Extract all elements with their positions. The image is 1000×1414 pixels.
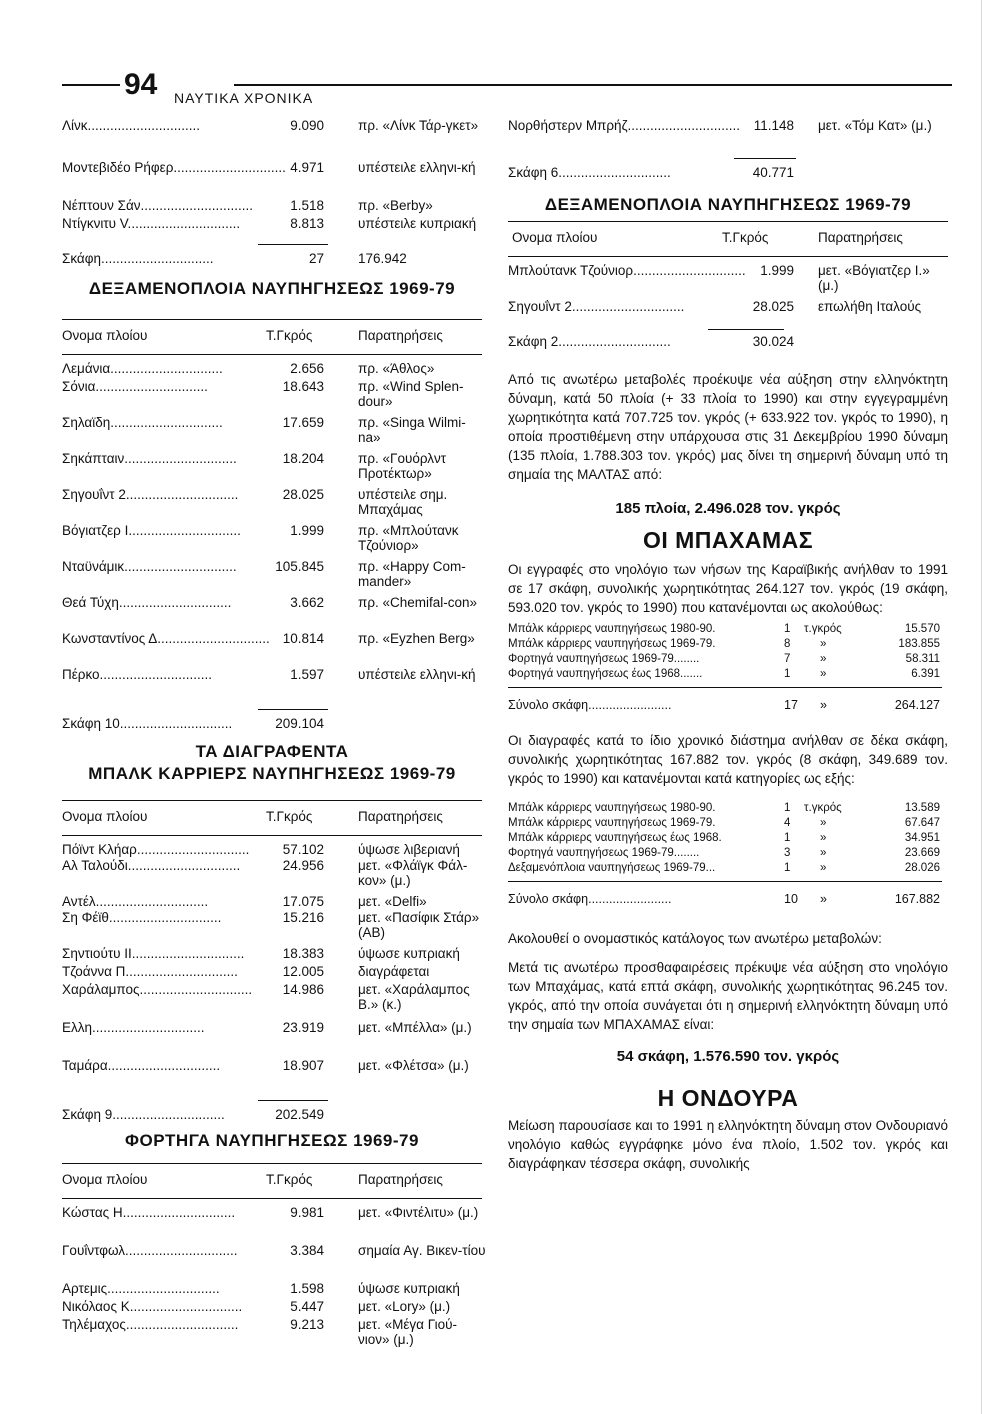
summary-label: Μπάλκ κάρριερς ναυπηγήσεως 1980-90.	[508, 802, 716, 814]
subtotal-row	[62, 251, 482, 273]
summary-count: 1	[784, 832, 791, 844]
summary-row	[508, 668, 948, 683]
vessel-name: Ελλη..............................	[62, 1020, 205, 1035]
subtotal-rule	[508, 687, 948, 688]
vessel-name: Τηλέμαχος..............................	[62, 1317, 239, 1332]
table-row	[508, 263, 948, 299]
spacer	[62, 299, 482, 319]
summary-label: Δεξαμενόπλοια ναυπηγήσεως 1969-79...	[508, 862, 716, 874]
subtotal-row	[62, 716, 482, 738]
remarks: ύψωσε κυπριακή	[358, 946, 460, 961]
remarks: μετ. «Τόμ Κατ» (μ.)	[818, 118, 932, 133]
table-row	[508, 299, 948, 329]
gross-tonnage: 28.025	[282, 487, 324, 502]
gross-tonnage: 1.999	[290, 523, 324, 538]
gross-tonnage: 28.025	[752, 299, 794, 314]
paragraph: Μείωση παρουσίασε και το 1991 η ελληνόκτητη δύναμη στον Ονδουριανό νηολόγιο καθώς εγγράφηκε μόνο ένα πλοίο, 1.502 τον. γκρός και διαγράφηκαν τέσσερα σκάφη, συνολικής	[508, 1118, 948, 1171]
summary-value: 34.951	[904, 832, 940, 844]
remarks: πρ. «Γουόρλντ Προτέκτωρ»	[358, 451, 447, 481]
gross-tonnage: 18.907	[282, 1058, 324, 1073]
remarks: πρ. «Wind Splen-dour»	[358, 379, 464, 409]
summary-unit: »	[820, 638, 827, 650]
left-column	[62, 118, 486, 1353]
table-row	[62, 415, 482, 451]
table-row	[62, 910, 482, 946]
subtotal-rule	[508, 881, 948, 882]
subtotal-total: 40.771	[752, 165, 794, 180]
header-vessel-name: Ονομα πλοίου	[512, 230, 598, 245]
summary-value: 183.855	[898, 638, 940, 650]
section-heading: ΟΙ ΜΠΑΧΑΜΑΣ	[642, 527, 814, 553]
gross-tonnage: 18.383	[282, 946, 324, 961]
summary-label: Μπάλκ κάρριερς ναυπηγήσεως 1969-79.	[508, 817, 716, 829]
subtotal-row	[508, 165, 948, 187]
summary-value: 13.589	[904, 802, 940, 814]
table-row	[62, 1243, 486, 1281]
spacer	[62, 784, 482, 800]
summary-table	[508, 802, 948, 877]
subtotal-label: Σκάφη 9..............................	[62, 1107, 225, 1122]
summary-unit: »	[820, 832, 827, 844]
table-row	[508, 118, 948, 154]
table-row	[62, 1281, 482, 1299]
summary-count: 1	[784, 802, 791, 814]
summary-unit: »	[820, 653, 827, 665]
paragraph: Από τις ανωτέρω μεταβολές προέκυψε νέα αύξηση στην ελληνόκτητη δύναμη, κατά 50 πλοία (+ 33 πλοία το 1990) και στην εγγεγραμμένη χωρητικότητα κατά 707.725 τον. γκρός (+ 633.922 τον. γκρός το 1990), η οποία προστιθέμενη στην υπάρχουσα στις 31 Δεκεμβρίου 1990 δύναμη (135 πλοία, 1.788.303 τον. γκρός) μας δίνει τη σημερινή δύναμη υπό τη σημαία της ΜΑΛΤΑΣ από:	[508, 372, 948, 482]
gross-tonnage: 9.090	[290, 118, 324, 133]
remarks: υπέστειλε ελληνι-κή	[358, 160, 476, 175]
gross-tonnage: 10.814	[282, 631, 324, 646]
summary-value: 23.669	[904, 847, 940, 859]
summary-label: Μπάλκ κάρριερς ναυπηγήσεως έως 1968.	[508, 832, 722, 844]
vessel-name: Κώστας Η..............................	[62, 1205, 236, 1220]
table-header	[62, 319, 482, 355]
summary-value: 6.391	[911, 668, 940, 680]
gross-tonnage: 12.005	[282, 964, 324, 979]
gross-tonnage: 18.643	[282, 379, 324, 394]
vessel-name: Σηντιούτυ ΙΙ..............................	[62, 946, 245, 961]
gross-tonnage: 3.384	[290, 1243, 324, 1258]
gross-tonnage: 5.447	[290, 1299, 324, 1314]
paragraph: Ακολουθεί ο ονομαστικός κατάλογος των ανωτέρω μεταβολών:	[508, 931, 882, 946]
table-header	[508, 221, 948, 257]
summary-value: 58.311	[905, 653, 940, 665]
header-remarks: Παρατηρήσεις	[358, 809, 443, 824]
summary-count: 8	[784, 638, 791, 650]
remarks: υπέστειλε κυπριακή	[358, 216, 477, 231]
summary-value: 67.647	[904, 817, 940, 829]
summary-count: 4	[784, 817, 791, 829]
remarks: μετ. «Χαράλαμπος Β.» (κ.)	[358, 982, 470, 1012]
summary-unit: »	[820, 847, 827, 859]
table-row	[62, 946, 482, 964]
summary-count: 1	[784, 623, 791, 635]
table-row	[62, 1205, 482, 1243]
header-vessel-name: Ονομα πλοίου	[62, 1172, 148, 1187]
vessel-name: Ση Φέϊθ..............................	[62, 910, 222, 925]
subtotal-total: 176.942	[358, 251, 407, 266]
table-header	[62, 800, 482, 836]
spacer	[508, 484, 948, 500]
remarks: πρ. «Μπλούτανκ Τζούνιορ»	[358, 523, 459, 553]
vessel-name: Μπλούτανκ Τζούνιορ..............................	[508, 263, 746, 278]
table-row	[62, 894, 482, 910]
gross-tonnage: 105.845	[275, 559, 324, 574]
gross-tonnage: 1.999	[760, 263, 794, 278]
table-row	[62, 842, 482, 858]
summary-label: Μπάλκ κάρριερς ναυπηγήσεως 1980-90.	[508, 623, 716, 635]
header-gross-tonnage: Τ.Γκρός	[722, 230, 769, 245]
vessel-name: Τζοάννα Π..............................	[62, 964, 238, 979]
table-row	[62, 595, 482, 631]
gross-tonnage: 57.102	[282, 842, 324, 857]
spacer	[508, 1065, 948, 1085]
summary-count: 3	[784, 847, 791, 859]
gross-tonnage: 18.204	[282, 451, 324, 466]
spacer	[508, 517, 948, 527]
table-row	[62, 858, 482, 894]
spacer	[508, 1034, 948, 1048]
table-header	[62, 1163, 482, 1199]
summary-label: Φορτηγά ναυπηγήσεως 1969-79........	[508, 653, 700, 665]
subtotal-rule	[62, 244, 482, 245]
section-heading: Η ΟΝΔΟΥΡΑ	[657, 1085, 799, 1111]
table-row	[62, 379, 482, 415]
subtotal-row	[508, 334, 948, 356]
vessel-name: Ντίγκνιτυ V..............................	[62, 216, 241, 231]
summary-row	[508, 832, 948, 847]
vessel-name: Πόϊντ Κλήαρ..............................	[62, 842, 250, 857]
remarks: υπέστειλε σημ. Μπαχάμας	[358, 487, 448, 517]
spacer	[508, 713, 948, 731]
summary-total-row	[508, 698, 948, 713]
summary-label: Σύνολο σκάφη........................	[508, 698, 672, 712]
table-row	[62, 964, 482, 982]
vessel-name: Πέρκο..............................	[62, 667, 213, 682]
vessel-name: Βόγιατζερ Ι..............................	[62, 523, 241, 538]
subtotal-count: 27	[308, 251, 324, 266]
spacer	[508, 187, 948, 195]
vessel-name: Κωνσταντίνος Δ..............................	[62, 631, 270, 646]
gross-tonnage: 1.598	[290, 1281, 324, 1296]
summary-label: Σύνολο σκάφη........................	[508, 892, 672, 906]
paragraph: Μετά τις ανωτέρω προσθαφαιρέσεις πρέκυψε νέα αύξηση στο νηολόγιο των Μπαχάμας, κατά επτά σκάφη, συνολικής χωρητικότητας 96.245 τον. γκρός, από την οποία συνάγεται ότι η σημερινή ελληνόκτητη δύναμη υπό την σημαία των ΜΠΑΧΑΜΑΣ είναι:	[508, 960, 948, 1032]
gross-tonnage: 24.956	[282, 858, 324, 873]
spacer	[508, 788, 948, 802]
spacer	[508, 907, 948, 929]
vessel-name: Σόνια..............................	[62, 379, 208, 394]
summary-table	[508, 623, 948, 683]
summary-row	[508, 817, 948, 832]
gross-tonnage: 9.213	[290, 1317, 324, 1332]
running-title: ΝΑΥΤΙΚΑ ΧΡΟΝΙΚΑ	[174, 90, 314, 106]
spacer	[508, 356, 948, 370]
summary-value: 167.882	[894, 892, 940, 906]
subtotal-rule	[62, 709, 482, 710]
summary-count: 7	[784, 653, 791, 665]
table-row	[62, 1299, 482, 1317]
subtotal-total: 202.549	[275, 1107, 324, 1122]
gross-tonnage: 4.971	[290, 160, 324, 175]
gross-tonnage: 23.919	[282, 1020, 324, 1035]
summary-label: Φορτηγά ναυπηγήσεως 1969-79........	[508, 847, 700, 859]
paragraph: Οι διαγραφές κατά το ίδιο χρονικό διάστημα ανήλθαν σε δέκα σκάφη, συνολικής χωρητικότητας 167.882 τον. γκρός (8 σκάφη, 349.689 τον. γκρός το 1990) και κατανέμονται κατά κατηγορίες ως εξής:	[508, 733, 948, 786]
remarks: πρ. «Λίνκ Τάρ-γκετ»	[358, 118, 479, 133]
vessel-name: Σηγουΐντ 2..............................	[62, 487, 239, 502]
vessel-name: Σηλαϊδη..............................	[62, 415, 223, 430]
remarks: επωλήθη Ιταλούς	[818, 299, 922, 314]
remarks: διαγράφεται	[358, 964, 430, 979]
vessel-name: Νικόλαος Κ..............................	[62, 1299, 243, 1314]
gross-tonnage: 11.148	[753, 118, 794, 133]
vessel-name: Γουΐντφωλ..............................	[62, 1243, 238, 1258]
subtotal-label: Σκάφη 6..............................	[508, 165, 671, 180]
subtotal-label: Σκάφη 10..............................	[62, 716, 233, 731]
remarks: μετ. «Φλέτσα» (μ.)	[358, 1058, 469, 1073]
remarks: πρ. «Eyzhen Berg»	[358, 631, 475, 646]
subtotal-row	[62, 1107, 482, 1129]
vessel-name: Θεά Τύχη..............................	[62, 595, 232, 610]
gross-tonnage: 17.075	[282, 894, 324, 909]
remarks: μετ. «Φλάϊγκ Φάλ-κον» (μ.)	[358, 858, 468, 888]
gross-tonnage: 1.518	[290, 198, 324, 213]
gross-tonnage: 9.981	[290, 1205, 324, 1220]
header-vessel-name: Ονομα πλοίου	[62, 809, 148, 824]
remarks: υπέστειλε ελληνι-κή	[358, 667, 476, 682]
header-gross-tonnage: Τ.Γκρός	[266, 1172, 313, 1187]
section-title: ΔΕΞΑΜΕΝΟΠΛΟΙΑ ΝΑΥΠΗΓΗΣΕΩΣ 1969-79	[88, 279, 456, 298]
subtotal-total: 209.104	[275, 716, 324, 731]
vessel-name: Μοντεβιδέο Ρήφερ..............................	[62, 160, 286, 175]
vessel-name: Χαράλαμπος..............................	[62, 982, 253, 997]
summary-unit: »	[820, 862, 827, 874]
header-gross-tonnage: Τ.Γκρός	[266, 328, 313, 343]
header-vessel-name: Ονομα πλοίου	[62, 328, 148, 343]
header-rule-right	[234, 84, 952, 86]
table-row	[62, 216, 482, 242]
gross-tonnage: 14.986	[282, 982, 324, 997]
table-row	[62, 118, 482, 160]
subtotal-rule	[508, 158, 948, 159]
table-row	[62, 198, 482, 216]
summary-count: 10	[784, 892, 798, 906]
highlight-total: 185 πλοία, 2.496.028 τον. γκρός	[615, 500, 841, 517]
gross-tonnage: 8.813	[290, 216, 324, 231]
vessel-name: Νορθήστερν Μπρήζ..............................	[508, 118, 741, 133]
summary-total-row	[508, 892, 948, 907]
header-remarks: Παρατηρήσεις	[358, 1172, 443, 1187]
highlight-total: 54 σκάφη, 1.576.590 τον. γκρός	[616, 1048, 840, 1065]
summary-label: Φορτηγά ναυπηγήσεως έως 1968.......	[508, 668, 703, 680]
summary-row	[508, 847, 948, 862]
summary-unit: »	[820, 892, 827, 906]
summary-count: 1	[784, 862, 791, 874]
right-column	[508, 118, 948, 1173]
subtotal-rule	[508, 329, 948, 330]
summary-value: 28.026	[904, 862, 940, 874]
spacer	[508, 948, 948, 958]
section-title: ΦΟΡΤΗΓΑ ΝΑΥΠΗΓΗΣΕΩΣ 1969-79	[125, 1131, 419, 1150]
summary-unit: »	[820, 817, 827, 829]
subtotal-label: Σκάφη..............................	[62, 251, 214, 266]
summary-count: 1	[784, 668, 791, 680]
summary-unit: τ.γκρός	[804, 802, 842, 814]
gross-tonnage: 1.597	[290, 667, 324, 682]
remarks: ύψωσε κυπριακή	[358, 1281, 460, 1296]
summary-label: Μπάλκ κάρριερς ναυπηγήσεως 1969-79.	[508, 638, 716, 650]
remarks: ύψωσε λιβεριανή	[358, 842, 460, 857]
table-row	[62, 667, 482, 703]
table-row	[62, 523, 482, 559]
vessel-name: Νταϋνάμικ..............................	[62, 559, 237, 574]
vessel-name: Αντέλ..............................	[62, 894, 209, 909]
remarks: πρ. «Άθλος»	[358, 361, 435, 376]
table-row	[62, 982, 482, 1020]
remarks: πρ. «Berby»	[358, 198, 433, 213]
vessel-name: Λίνκ..............................	[62, 118, 201, 133]
section-title: ΔΕΞΑΜΕΝΟΠΛΟΙΑ ΝΑΥΠΗΓΗΣΕΩΣ 1969-79	[544, 195, 912, 214]
remarks: μετ. «Βόγιατζερ Ι.» (μ.)	[818, 263, 930, 293]
subtotal-total: 30.024	[752, 334, 794, 349]
remarks: πρ. «Chemifal-con»	[358, 595, 478, 610]
gross-tonnage: 2.656	[290, 361, 324, 376]
page-header	[62, 70, 952, 110]
table-row	[62, 361, 482, 379]
spacer	[62, 1151, 482, 1163]
vessel-name: Σηκάπταιν..............................	[62, 451, 237, 466]
gross-tonnage: 3.662	[290, 595, 324, 610]
summary-row	[508, 802, 948, 817]
summary-value: 15.570	[904, 623, 940, 635]
table-row	[62, 160, 482, 198]
vessel-name: Ταμάρα..............................	[62, 1058, 221, 1073]
summary-unit: τ.γκρός	[804, 623, 842, 635]
summary-row	[508, 638, 948, 653]
table-row	[62, 487, 482, 523]
header-remarks: Παρατηρήσεις	[818, 230, 903, 245]
page-edge	[981, 0, 982, 1414]
summary-count: 17	[784, 698, 798, 712]
table-row	[62, 451, 482, 487]
remarks: μετ. «Delfi»	[358, 894, 427, 909]
remarks: μετ. «Πασίφικ Στάρ» (ΑΒ)	[358, 910, 480, 940]
summary-value: 264.127	[894, 698, 940, 712]
gross-tonnage: 15.216	[282, 910, 324, 925]
header-remarks: Παρατηρήσεις	[358, 328, 443, 343]
vessel-name: Αλ Ταλούδι..............................	[62, 858, 241, 873]
header-gross-tonnage: Τ.Γκρός	[266, 809, 313, 824]
subtotal-label: Σκάφη 2..............................	[508, 334, 671, 349]
remarks: μετ. «Lory» (μ.)	[358, 1299, 451, 1314]
summary-row	[508, 623, 948, 638]
summary-unit: »	[820, 698, 827, 712]
summary-row	[508, 862, 948, 877]
table-row	[62, 1058, 482, 1094]
remarks: μετ. «Μπέλλα» (μ.)	[358, 1020, 472, 1035]
remarks: σημαία Αγ. Βικεν-τίου	[358, 1243, 486, 1258]
vessel-name: Νέπτουν Σάν..............................	[62, 198, 254, 213]
header-rule-left	[62, 84, 120, 86]
table-row	[62, 631, 482, 667]
remarks: πρ. «Singa Wilmi-na»	[358, 415, 466, 445]
table-row	[62, 1317, 482, 1353]
page-number: 94	[124, 68, 158, 101]
vessel-name: Λεμάνια..............................	[62, 361, 223, 376]
table-row	[62, 559, 482, 595]
remarks: μετ. «Φιντέλιτυ» (μ.)	[358, 1205, 479, 1220]
section-title: ΤΑ ΔΙΑΓΡΑΦΕΝΤΑ	[195, 742, 349, 761]
summary-row	[508, 653, 948, 668]
remarks: πρ. «Happy Com-mander»	[358, 559, 466, 589]
gross-tonnage: 17.659	[282, 415, 324, 430]
section-title: ΜΠΑΛΚ ΚΑΡΡΙΕΡΣ ΝΑΥΠΗΓΗΣΕΩΣ 1969-79	[88, 764, 456, 783]
vessel-name: Σηγουΐντ 2..............................	[508, 299, 685, 314]
vessel-name: Αρτεμις..............................	[62, 1281, 220, 1296]
paragraph: Οι εγγραφές στο νηολόγιο των νήσων της Καραϊβικής ανήλθαν το 1991 σε 17 σκάφη, συνολικής χωρητικότητας 264.127 τον. γκρός (19 σκάφη, 593.020 τον. γκρός το 1990) που κατανέμονται ως ακολούθως:	[508, 562, 948, 615]
subtotal-rule	[62, 1100, 482, 1101]
summary-unit: »	[820, 668, 827, 680]
table-row	[62, 1020, 482, 1058]
remarks: μετ. «Μέγα Γιού-νιον» (μ.)	[358, 1317, 457, 1347]
